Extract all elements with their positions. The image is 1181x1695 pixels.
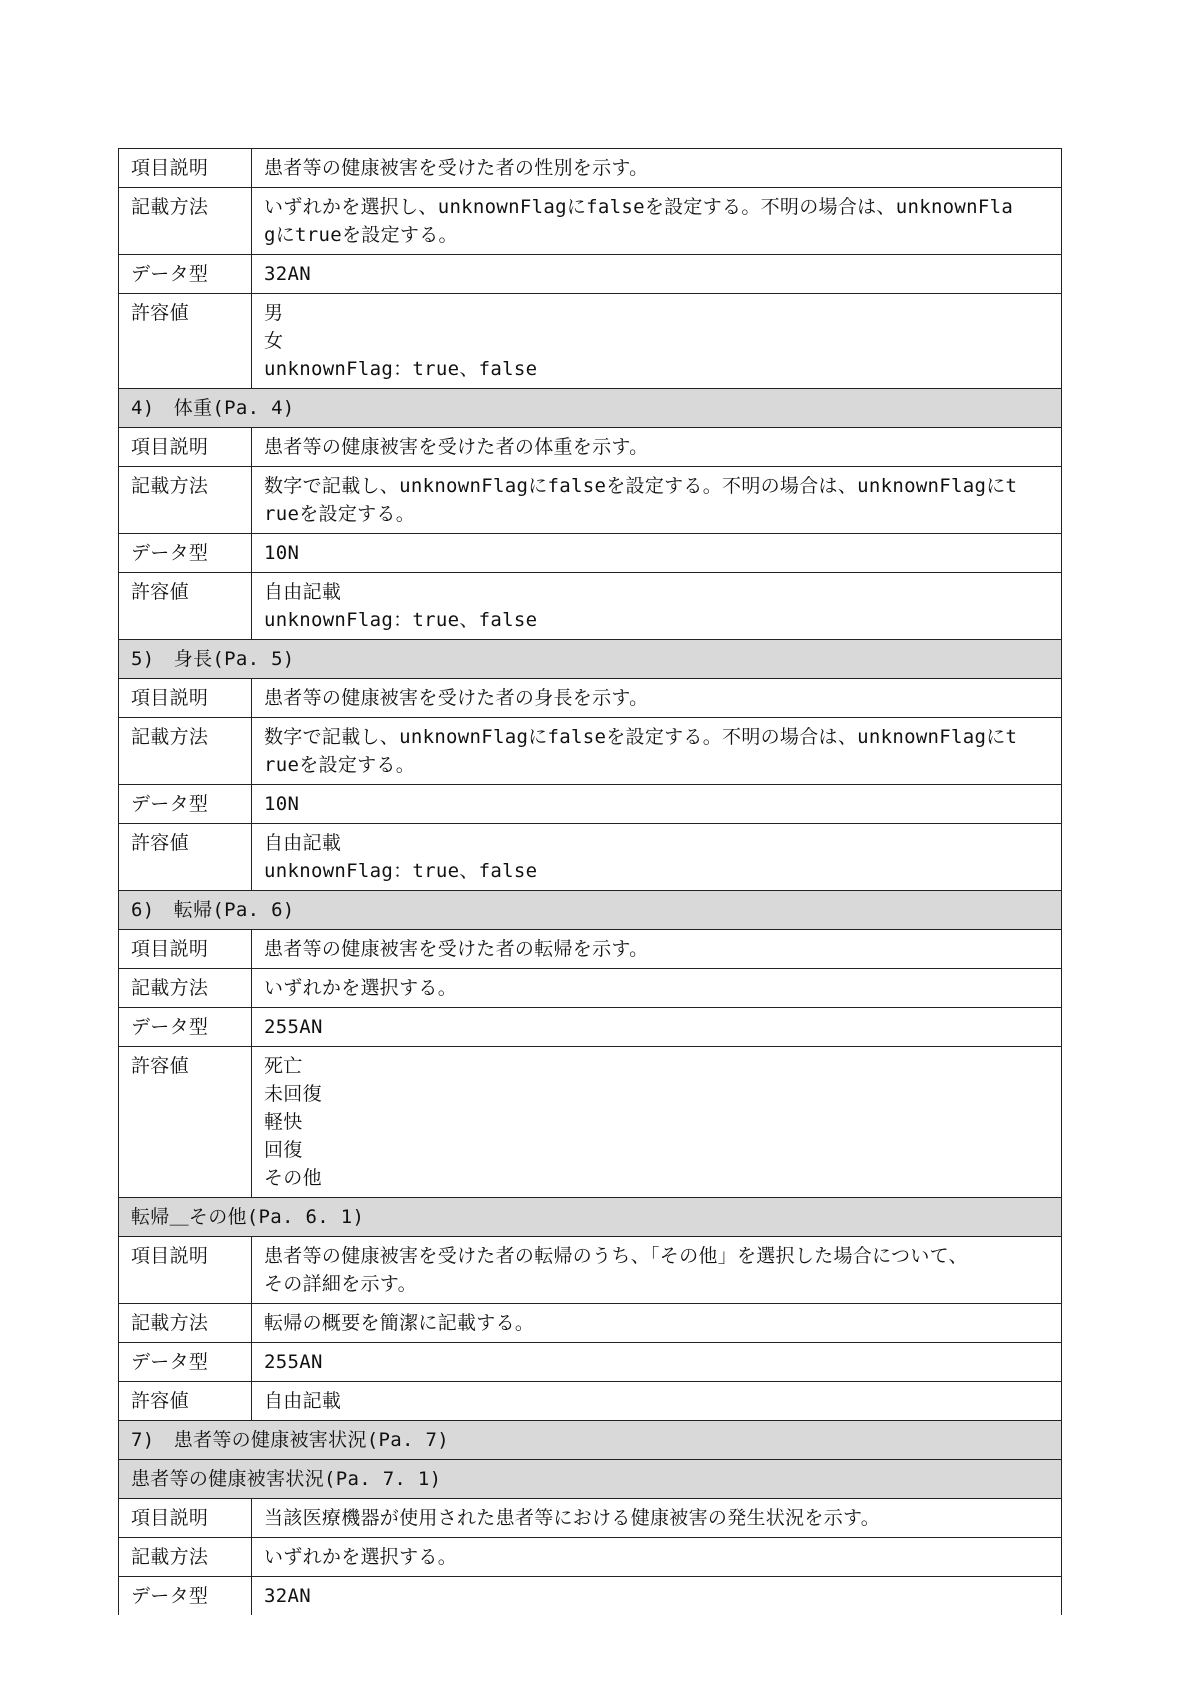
field-label: データ型 xyxy=(119,1343,252,1382)
field-row xyxy=(119,1538,1062,1577)
value-line: 10N xyxy=(264,542,300,564)
field-row xyxy=(119,534,1062,573)
field-label: 許容値 xyxy=(119,294,252,389)
field-value xyxy=(252,1343,1062,1382)
field-value xyxy=(252,149,1062,188)
value-line: 255AN xyxy=(264,1016,323,1038)
section-title: 患者等の健康被害状況(Pa. 7. 1) xyxy=(119,1460,1062,1499)
value-line: 死亡 xyxy=(264,1055,303,1077)
field-row xyxy=(119,785,1062,824)
field-label: 記載方法 xyxy=(119,969,252,1008)
specification-table xyxy=(118,148,1062,1615)
value-line: いずれかを選択する。 xyxy=(264,1546,458,1568)
value-line: 当該医療機器が使用された患者等における健康被害の発生状況を示す。 xyxy=(264,1507,881,1529)
field-row xyxy=(119,1304,1062,1343)
value-line: 255AN xyxy=(264,1351,323,1373)
field-row xyxy=(119,824,1062,891)
value-line: 未回復 xyxy=(264,1083,322,1105)
section-header-row xyxy=(119,640,1062,679)
value-line: unknownFlag：true、false xyxy=(264,358,538,380)
field-value xyxy=(252,573,1062,640)
field-label: 記載方法 xyxy=(119,1304,252,1343)
value-line: いずれかを選択し、unknownFlagにfalseを設定する。不明の場合は、unknownFla xyxy=(264,196,1014,218)
value-line: 患者等の健康被害を受けた者の身長を示す。 xyxy=(264,687,649,709)
value-line: 患者等の健康被害を受けた者の性別を示す。 xyxy=(264,157,649,179)
field-label: 記載方法 xyxy=(119,188,252,255)
field-value xyxy=(252,188,1062,255)
field-value xyxy=(252,1577,1062,1616)
value-line: 回復 xyxy=(264,1139,303,1161)
field-label: 許容値 xyxy=(119,824,252,891)
field-value xyxy=(252,1382,1062,1421)
section-title: 6) 転帰(Pa. 6) xyxy=(119,891,1062,930)
section-header-row xyxy=(119,1198,1062,1237)
value-line: 患者等の健康被害を受けた者の転帰のうち、「その他」を選択した場合について、 xyxy=(264,1245,968,1267)
field-value xyxy=(252,255,1062,294)
field-row xyxy=(119,1499,1062,1538)
value-line: unknownFlag：true、false xyxy=(264,609,538,631)
field-value xyxy=(252,785,1062,824)
field-label: 記載方法 xyxy=(119,467,252,534)
field-row xyxy=(119,930,1062,969)
field-label: 許容値 xyxy=(119,1382,252,1421)
field-row xyxy=(119,679,1062,718)
field-row xyxy=(119,1237,1062,1304)
value-line: いずれかを選択する。 xyxy=(264,977,458,999)
field-row xyxy=(119,1047,1062,1198)
value-line: rueを設定する。 xyxy=(264,503,416,525)
field-value xyxy=(252,969,1062,1008)
field-row xyxy=(119,467,1062,534)
field-label: 項目説明 xyxy=(119,149,252,188)
section-title: 4) 体重(Pa. 4) xyxy=(119,389,1062,428)
field-value xyxy=(252,1304,1062,1343)
field-label: 許容値 xyxy=(119,573,252,640)
field-value xyxy=(252,1237,1062,1304)
field-value xyxy=(252,718,1062,785)
value-line: 女 xyxy=(264,330,284,352)
field-label: 項目説明 xyxy=(119,1237,252,1304)
field-row xyxy=(119,294,1062,389)
value-line: 数字で記載し、unknownFlagにfalseを設定する。不明の場合は、unknownFlagにt xyxy=(264,475,1018,497)
section-header-row xyxy=(119,389,1062,428)
value-line: gにtrueを設定する。 xyxy=(264,224,458,246)
field-label: 記載方法 xyxy=(119,1538,252,1577)
field-value xyxy=(252,679,1062,718)
value-line: 転帰の概要を簡潔に記載する。 xyxy=(264,1312,535,1334)
field-row xyxy=(119,1382,1062,1421)
field-label: 記載方法 xyxy=(119,718,252,785)
field-row xyxy=(119,1008,1062,1047)
value-line: 男 xyxy=(264,302,284,324)
value-line: 32AN xyxy=(264,1585,311,1607)
value-line: 32AN xyxy=(264,263,311,285)
value-line: その他 xyxy=(264,1167,322,1189)
section-header-row xyxy=(119,1421,1062,1460)
field-row xyxy=(119,718,1062,785)
field-value xyxy=(252,1538,1062,1577)
field-row xyxy=(119,428,1062,467)
value-line: 自由記載 xyxy=(264,832,342,854)
field-row xyxy=(119,573,1062,640)
field-value xyxy=(252,1047,1062,1198)
value-line: 軽快 xyxy=(264,1111,303,1133)
field-label: データ型 xyxy=(119,1008,252,1047)
field-label: 許容値 xyxy=(119,1047,252,1198)
value-line: rueを設定する。 xyxy=(264,754,416,776)
field-value xyxy=(252,824,1062,891)
field-label: 項目説明 xyxy=(119,428,252,467)
field-label: データ型 xyxy=(119,1577,252,1616)
section-header-row xyxy=(119,891,1062,930)
field-value xyxy=(252,1499,1062,1538)
field-label: 項目説明 xyxy=(119,1499,252,1538)
field-row xyxy=(119,969,1062,1008)
field-label: 項目説明 xyxy=(119,930,252,969)
section-header-row xyxy=(119,1460,1062,1499)
field-row xyxy=(119,149,1062,188)
field-value xyxy=(252,294,1062,389)
field-row xyxy=(119,1343,1062,1382)
value-line: unknownFlag：true、false xyxy=(264,860,538,882)
value-line: 10N xyxy=(264,793,300,815)
field-value xyxy=(252,467,1062,534)
field-row xyxy=(119,188,1062,255)
value-line: その詳細を示す。 xyxy=(264,1273,417,1295)
field-label: データ型 xyxy=(119,785,252,824)
field-label: 項目説明 xyxy=(119,679,252,718)
field-label: データ型 xyxy=(119,255,252,294)
value-line: 患者等の健康被害を受けた者の転帰を示す。 xyxy=(264,938,649,960)
field-value xyxy=(252,930,1062,969)
field-value xyxy=(252,1008,1062,1047)
field-value xyxy=(252,428,1062,467)
section-title: 転帰＿その他(Pa. 6. 1) xyxy=(119,1198,1062,1237)
value-line: 自由記載 xyxy=(264,1390,342,1412)
field-label: データ型 xyxy=(119,534,252,573)
value-line: 自由記載 xyxy=(264,581,342,603)
section-title: 7) 患者等の健康被害状況(Pa. 7) xyxy=(119,1421,1062,1460)
value-line: 患者等の健康被害を受けた者の体重を示す。 xyxy=(264,436,649,458)
section-title: 5) 身長(Pa. 5) xyxy=(119,640,1062,679)
field-row xyxy=(119,255,1062,294)
field-value xyxy=(252,534,1062,573)
field-row xyxy=(119,1577,1062,1616)
value-line: 数字で記載し、unknownFlagにfalseを設定する。不明の場合は、unknownFlagにt xyxy=(264,726,1018,748)
